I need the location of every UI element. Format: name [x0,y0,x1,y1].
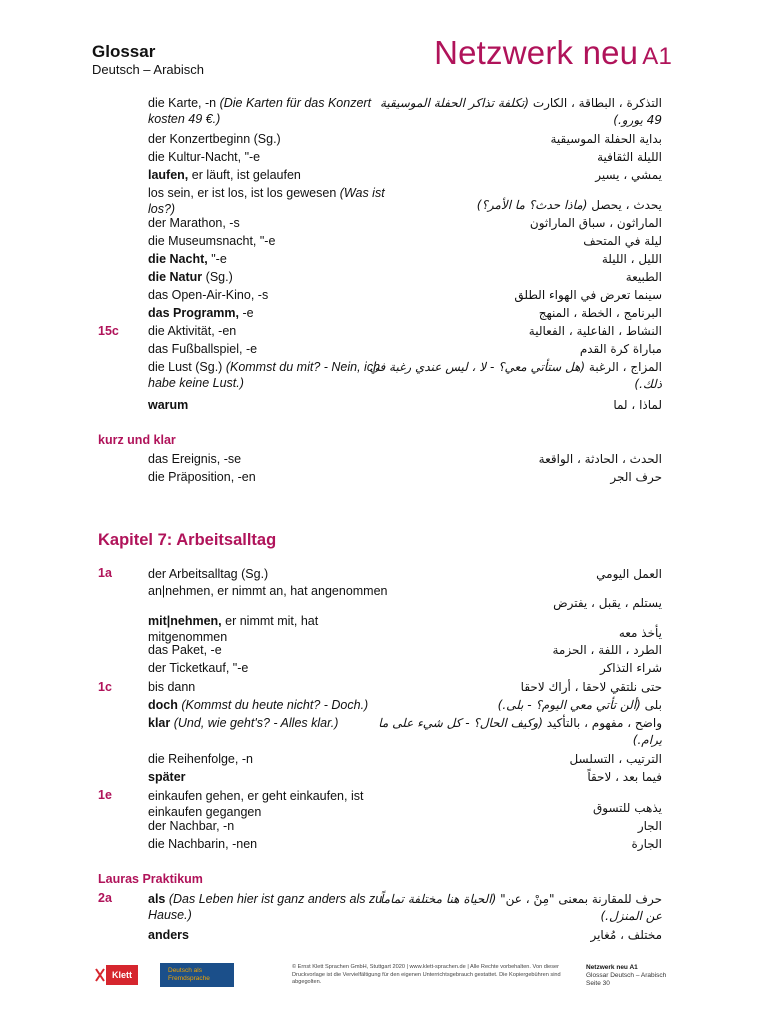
german-entry: das Programm, -e [148,306,254,320]
german-entry: die Museumsnacht, "-e [148,234,276,248]
exercise-ref: 1e [98,788,112,802]
glossary-label: Glossar Deutsch – Arabisch [586,972,667,979]
german-entry: später [148,770,186,784]
arabic-translation: فيما بعد ، لاحقاً [587,770,662,784]
arabic-translation: يستلم ، يقبل ، يفترض [553,596,662,610]
arabic-translation: الليلة الثقافية [597,150,662,164]
klett-logo [94,965,138,985]
arabic-translation: المزاج ، الرغبة (هل ستأتي معي؟ - لا ، ليس عندي رغبة في ذلك.) [369,360,662,391]
german-entry: die Reihenfolge, -n [148,752,253,766]
arabic-translation: ليلة في المتحف [583,234,662,248]
german-entry: laufen, er läuft, ist gelaufen [148,168,301,182]
arabic-translation: الترتيب ، التسلسل [569,752,662,766]
arabic-translation: بداية الحفلة الموسيقية [550,132,662,146]
arabic-translation: يأخذ معه [618,626,662,640]
exercise-ref: 1c [98,680,112,694]
arabic-translation: البرنامج ، الخطة ، المنهج [538,306,662,320]
arabic-translation: يمشي ، يسير [595,168,662,182]
arabic-translation: الليل ، الليلة [601,252,662,266]
klett-label: Klett [106,965,138,985]
german-entry: die Kultur-Nacht, "-e [148,150,261,164]
german-entry: das Paket, -e [148,643,222,657]
german-entry: einkaufen gehen, er geht einkaufen, ist einkaufen gegangen [148,789,364,819]
glossary-title: Glossar [92,42,156,61]
german-entry: der Arbeitsalltag (Sg.) [148,567,269,581]
arabic-translation: مباراة كرة القدم [579,342,662,356]
german-entry: das Ereignis, -se [148,452,242,466]
glossary-subtitle: Deutsch – Arabisch [92,62,205,77]
arabic-translation: واضح ، مفهوم ، بالتأكيد (وكيف الحال؟ - كل شيء على ما يرام.) [378,716,662,747]
german-entry: bis dann [148,680,196,694]
german-entry: der Konzertbeginn (Sg.) [148,132,281,146]
exercise-ref: 1a [98,566,112,580]
german-entry: klar (Und, wie geht's? - Alles klar.) [148,716,339,730]
arabic-translation: الطرد ، اللفة ، الحزمة [552,643,662,657]
exercise-ref: 2a [98,891,112,905]
arabic-translation: الماراثون ، سباق الماراثون [529,216,662,230]
daf-logo: Deutsch als Fremdsprache [160,963,234,987]
arabic-translation: يحدث ، يحصل (ماذا حدث؟ ما الأمر؟) [476,198,662,212]
german-entry: das Open-Air-Kino, -s [148,288,269,302]
german-entry: anders [148,928,189,942]
arabic-translation: الجارة [631,837,662,851]
german-entry: der Nachbar, -n [148,819,235,833]
arabic-translation: الحدث ، الحادثة ، الواقعة [538,452,662,466]
german-entry: die Nacht, "-e [148,252,227,266]
german-entry: die Karte, -n (Die Karten für das Konzert kosten 49 €.) [148,96,372,126]
german-entry: warum [148,398,189,412]
arabic-translation: بلى (ألن تأتي معي اليوم؟ - بلى.) [497,698,662,712]
chapter-heading: Kapitel 7: Arbeitsalltag [98,531,277,549]
arabic-translation: لماذا ، لما [613,398,662,412]
german-entry: doch (Kommst du heute nicht? - Doch.) [148,698,369,712]
german-entry: das Fußballspiel, -e [148,342,258,356]
arabic-translation: التذكرة ، البطاقة ، الكارت (تكلفة تذاكر الحفلة الموسيقية 49 يورو.) [379,96,662,127]
german-entry: die Präposition, -en [148,470,256,484]
arabic-translation: شراء التذاكر [599,661,662,675]
arabic-translation: يذهب للتسوق [592,801,662,815]
brand-logo: Netzwerk neu A1 [434,34,672,71]
section-heading: Lauras Praktikum [98,872,203,886]
page-info [586,964,666,988]
section-heading: kurz und klar [98,433,176,447]
klett-mark-icon [94,967,106,983]
arabic-translation: حرف للمقارنة بمعنى "مِنْ ، عن" (الحياة هنا مختلفة تماماً عن المنزل.) [379,892,662,923]
german-entry: an|nehmen, er nimmt an, hat angenommen [148,584,388,598]
arabic-translation: حتى نلتقي لاحقا ، أراك لاحقا [520,680,662,694]
german-entry: die Lust (Sg.) (Kommst du mit? - Nein, ich habe keine Lust.) [148,360,381,390]
german-entry: als (Das Leben hier ist ganz anders als zu Hause.) [148,892,383,922]
german-entry: der Marathon, -s [148,216,240,230]
german-entry: die Natur (Sg.) [148,270,233,284]
arabic-translation: مختلف ، مُغاير [590,928,662,942]
arabic-translation: العمل اليومي [596,567,662,581]
german-entry: mit|nehmen, er nimmt mit, hat mitgenommen [148,614,319,644]
copyright-notice: © Ernst Klett Sprachen GmbH, Stuttgart 2020 | www.klett-sprachen.de | Alle Rechte vorbehalten. Von dieser Druckvorlage ist die Vervielfältigung für den eigenen Unterrichtsgebrauch gestattet. Die Kopiergebühren sind abgegolten. [292,964,561,985]
exercise-ref: 15c [98,324,119,338]
arabic-translation: النشاط ، الفاعلية ، الفعالية [528,324,662,338]
book-title: Netzwerk neu A1 [586,964,638,971]
german-entry: die Nachbarin, -nen [148,837,258,851]
german-entry: los sein, er ist los, ist los gewesen (Was ist los?) [148,186,385,216]
arabic-translation: حرف الجر [610,470,662,484]
arabic-translation: الجار [637,819,662,833]
page-number: Seite 30 [586,980,610,987]
german-entry: die Aktivität, -en [148,324,237,338]
arabic-translation: الطبيعة [625,270,662,284]
german-entry: der Ticketkauf, "-e [148,661,249,675]
arabic-translation: سينما تعرض في الهواء الطلق [514,288,662,302]
